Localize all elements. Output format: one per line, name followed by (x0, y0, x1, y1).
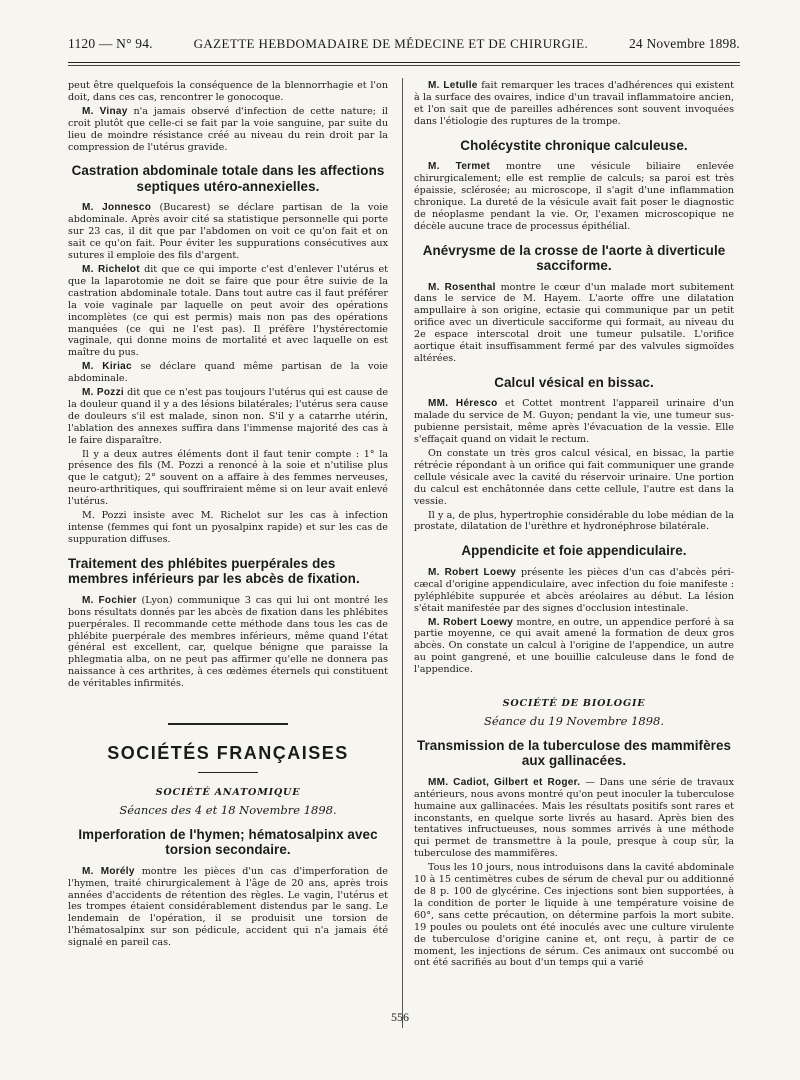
page-number-issue: 1120 — N° 94. (68, 36, 153, 51)
section-heading: Anévrysme de la crosse de l'aorte à diverticule sacciforme. (422, 242, 726, 274)
section-heading: Castration abdominale totale dans les affections septiques utéro-annexielles. (71, 163, 385, 194)
section-heading: Imperforation de l'hymen; hématosalpinx avec torsion secondaire. (78, 826, 378, 858)
paragraph (68, 866, 388, 949)
paragraph: peut être quelquefois la conséquence de la blennorrhagie et l'on doit, dans ces cas, rencontrer le gonocoque. (68, 80, 388, 103)
paragraph-text: montre les pièces d'un cas d'imperforation de l'hymen, traité chirurgicalement à l'âge de 20 ans, après trois années d'accidents de rétention des règles. Le vagin, l'utérus et les trompes étaient considérablement distendus par le sang. Le lendemain de l'opération, il se produisit une torsion de l'hématosalpinx sur son pédicule, accident qui n'a jamais été signalé en pareil cas. (68, 865, 388, 949)
speaker-name: M. Fochier (82, 594, 137, 606)
column-divider (402, 78, 403, 1028)
paragraph-text: montre le cœur d'un malade mort subitement dans le service de M. Hayem. L'aorte offre une dilatation ampullaire à son origine, ectasie qui communique par un petit orifice avec un diverticule sacciforme qui formait, au niveau du 2e espace interscotal droit une tumeur pulsatile. L'orifice aortique était insuffisamment fermé par des valvules sigmoïdes altérées. (414, 281, 734, 364)
speaker-name: M. Richelot (82, 263, 140, 275)
speaker-name: M. Robert Loewy (428, 616, 514, 628)
societes-rule (198, 772, 258, 773)
speaker-name: M. Kiriac (82, 361, 132, 373)
paragraph: On constate un très gros calcul vésical, en bissac, la partie rétrécie répondant à un orifice qui fait communiquer une grande cellule vésicale avec la cavité du réservoir urinaire. Une portion du calcul est enchâtonnée dans cette cellule, l'autre est dans la vessie. (414, 448, 734, 507)
running-header (68, 36, 740, 58)
paragraph-text: montre, en outre, un appendice perforé à sa partie moyenne, ce qui avait amené la formation de deux gros abcès. On constate un calcul à l'origine de l'appendice, un autre au point gangrené, et une bouillie calculeuse dans le fond de l'appendice. (414, 616, 734, 676)
paragraph-text: présente les pièces d'un cas d'abcès péri-cæcal d'origine appendiculaire, avec infection du foie manifeste : pyléphlébite suppurée et abcès aréolaires au début. La lésion s'était manifestée par des signes d'occlusion intestinale. (414, 566, 734, 614)
speaker-name: MM. Héresco (428, 398, 498, 410)
paragraph: Il y a, de plus, hypertrophie considérable du lobe médian de la prostate, dilatation de l'urèthre et hydronéphrose bilatérale. (414, 509, 734, 533)
societes-heading: SOCIÉTÉS FRANÇAISES (107, 742, 349, 763)
paragraph (68, 387, 388, 447)
speaker-name: M. Robert Loewy (428, 566, 517, 578)
header-rule (68, 62, 740, 63)
left-column (68, 80, 388, 951)
seance-date: Séances des 4 et 18 Novembre 1898. (119, 802, 337, 817)
paragraph-text: se déclare quand même partisan de la voie abdominale. (68, 361, 388, 385)
section-heading: Calcul vésical en bissac. (494, 374, 654, 390)
paragraph-text: dit que ce qui importe c'est d'enlever l'utérus et que la laparotomie ne doit se faire que pour être suivie de la castration abdominale totale. Dans tout autre cas il faut préférer la voie vaginale par laquelle on peut avoir des opérations incomplètes (ce qui est permis) mais non pas des opérations manquées (ce qui ne l'est pas). Il préfère l'hystérectomie vaginale, qui donne moins de mortalité et avec laquelle on est maître du pus. (68, 263, 388, 359)
paragraph (414, 161, 734, 232)
speaker-name: M. Rosenthal (428, 281, 496, 293)
paragraph (414, 777, 734, 860)
society-name: SOCIÉTÉ DE BIOLOGIE (502, 698, 646, 710)
paragraph (414, 282, 734, 365)
issue-date: 24 Novembre 1898. (628, 36, 740, 51)
header-rule-thin (68, 65, 740, 66)
paragraph (68, 264, 388, 359)
paragraph-text: et Cottet montrent l'appareil urinaire d'un malade du service de M. Guyon; pendant la vie, une tumeur sus-pubienne persistait, même après l'évacuation de la vessie. Elle s'effaçait quand on vidait le rectum. (414, 398, 734, 446)
society-name: SOCIÉTÉ ANATOMIQUE (155, 786, 301, 798)
paragraph-text: (Bucarest) se déclare partisan de la voie abdominale. Après avoir cité sa statistique personnelle qui porte sur 23 cas, il dit que par l'abdomen on voit ce qu'on fait et on sait ce qu'on fait. Pour éviter les suppurations consécutives aux sutures il emploie des fils d'argent. (68, 202, 388, 262)
paragraph-text: (Lyon) communique 3 cas qui lui ont montré les bons résultats donnés par les abcès de fixation dans les phlébites puerpérales. Il recommande cette méthode dans tous les cas de phlébite puerpérale des membres inférieurs, même quand l'état général est excellent, car, quelque bénigne que paraisse la phlegmatia alba, on ne peut pas affirmer qu'elle ne donnera pas naissance à ces arthrites, à ces œdèmes éternels qui constituent de véritables infirmités. (68, 594, 388, 690)
speaker-name: M. Pozzi (82, 387, 124, 399)
speaker-name: M. Termet (428, 161, 491, 173)
speaker-name: M. Vinay (82, 105, 128, 117)
paragraph (414, 567, 734, 615)
seance-date: Séance du 19 Novembre 1898. (484, 713, 664, 728)
section-heading: Transmission de la tuberculose des mammifères aux gallinacées. (416, 737, 732, 769)
paragraph: Il y a deux autres éléments dont il faut tenir compte : 1° la présence des fils (M. Pozzi a renoncé à la soie et n'utilise plus que le catgut); 2° souvent on a affaire à des femmes nerveuses, neuro-arthritiques, qui souffriraient même si on leur avait enlevé l'utérus. (68, 448, 388, 508)
paragraph (414, 80, 734, 128)
paragraph-text: montre une vésicule biliaire enlevée chirurgicalement; elle est remplie de calculs; sa paroi est très épaissie, sclérosée; au microscope, il s'agit d'une inflammation chronique. La dureté de la vésicule avait fait poser le diagnostic de néoplasme pendant la vie. Or, l'examen microscopique ne décèle aucune trace de processus épithélial. (414, 161, 734, 232)
section-ornament (68, 718, 388, 730)
right-column (414, 80, 734, 971)
section-heading: Cholécystite chronique calculeuse. (460, 137, 688, 153)
speaker-name: M. Morély (82, 865, 135, 877)
paragraph-text: n'a jamais observé d'infection de cette nature; il croit plutôt que celle-ci se fait par la voie sanguine, par suite du lieu de moindre résistance créé au niveau du rein droit par la compression de l'utérus gravide. (68, 105, 388, 153)
page-folio: 556 (391, 1010, 409, 1024)
speaker-name: MM. Cadiot, Gilbert et Roger. (428, 776, 581, 788)
paragraph: M. Pozzi insiste avec M. Richelot sur les cas à infection intense (femmes qui font un pyosalpinx rapide) et sur les cas de suppuration diffuses. (68, 510, 388, 545)
paragraph (414, 617, 734, 677)
section-heading: Appendicite et foie appendiculaire. (461, 543, 687, 559)
speaker-name: M. Letulle (428, 80, 478, 91)
journal-title: GAZETTE HEBDOMADAIRE DE MÉDECINE ET DE CHIRURGIE. (193, 36, 589, 51)
speaker-name: M. Jonnesco (82, 202, 152, 214)
paragraph-text: fait remarquer les traces d'adhérences qui existent à la surface des ovaires, indice d'un travail inflammatoire ancien, et l'on sait que de pareilles adhérences sont souvent invoquées dans l'étiologie des ruptures de la trompe. (414, 80, 734, 127)
paragraph (68, 106, 388, 154)
paragraph (68, 202, 388, 262)
paragraph-text: dit que ce n'est pas toujours l'utérus qui est cause de la douleur quand il y a des lésions bilatérales; l'utérus sera cause de douleurs s'il est malade, sinon non. S'il y a catarrhe utérin, l'ablation des annexes suffira dans l'immense majorité des cas à le faire disparaître. (68, 387, 389, 446)
paragraph (68, 361, 388, 385)
paragraph-text: — Dans une série de travaux antérieurs, nous avons montré qu'on peut inoculer la tuberculose humaine aux gallinacées. Mais les résultats positifs sont rares et inconstants, en quelque sorte livrés au hasard. Après bien des tentatives infructueuses, nous sommes arrivés à une méthode qui permet de transmettre à la poule, presque à coup sûr, la tuberculose des mammifères. (414, 776, 734, 860)
paragraph (414, 398, 734, 446)
paragraph: Tous les 10 jours, nous introduisons dans la cavité abdominale 10 à 15 centimètres cubes de sérum de cheval pur ou additionné de 8 p. 100 de glycérine. Ces injections sont bien supportées, à la condition de porter le liquide à une température voisine de 60°, sans cette précaution, on détermine parfois la mort subite. 19 poules ou poulets ont été inoculés avec une culture virulente de tuberculose d'origine canine et, ont reçu, à partir de ce moment, les injections de sérum. Ces animaux ont succombé ou ont été sacrifiés au bout d'un temps qui a varié (414, 862, 734, 969)
section-heading: Traitement des phlébites puerpérales des membres inférieurs par les abcès de fixation. (68, 555, 360, 587)
paragraph (68, 595, 388, 690)
